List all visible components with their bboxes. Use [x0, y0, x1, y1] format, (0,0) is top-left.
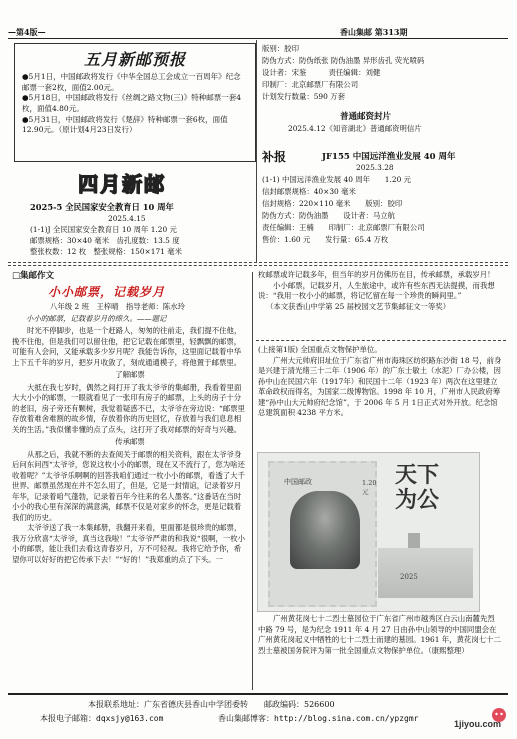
column-divider-2 — [252, 272, 253, 690]
section-title: □集邮作文 — [12, 271, 55, 281]
heritage-divider — [256, 340, 506, 341]
article-paragraph: 大抵在我七岁时，偶然之间打开了我太爷爷的集邮册，我看着里面大大小小的邮票，一眼就看见了一张印有房子的邮票，上头的房子十分的老旧，房子旁还有颗树，我觉着疑惑不已，太爷爷在旁边说：“邮票里存放着难舍难割的故乡情，存放着你的历史回忆，存放着与我们息息相关的生活。”我似懂非懂的点了点头，这打开了我对邮票的好奇与兴趣。 — [12, 382, 245, 434]
april-date: 2025.4.15 — [108, 214, 146, 223]
may-item: ●5月1日，中国邮政将发行《中华全国总工会成立一百周年》纪念邮票一套2枚，面值2.00元。 — [22, 72, 241, 92]
footer-email: 本报电子邮箱：dqxsjy@163.com — [40, 714, 164, 723]
april-title: 四月新邮 — [78, 172, 166, 196]
section-divider — [8, 265, 508, 266]
supplement-line: 信封邮票规格：40×30 毫米 — [262, 187, 356, 196]
supplement-line: 信封规格：220×110 毫米 版别：胶印 — [262, 199, 403, 208]
site-logo — [452, 703, 512, 733]
article-byline: 八年级 2 班 王梓晴 指导老师：陈水玲 — [50, 302, 186, 311]
stamp-image — [257, 452, 480, 612]
supplement-date: 2025.3.28 — [356, 163, 394, 172]
section-divider — [8, 262, 508, 263]
spec-line: 设计者：宋鉴 责任编辑：刘健 — [262, 68, 381, 77]
heritage-paragraph: 广州大元帅府旧址位于广东省广州市海珠区纺织路东沙街 18 号，前身是兴建于清光绪三十二年（1906 年）的广东士敏土（水泥）厂办公楼，因孙中山在民国六年（1917年）和民国十二年（1923 年）两次在这里建立革命政权而得名，为国家二级博物馆。1998 年 10 月，广州市人民政府筹建“孙中山大元帅府纪念馆”，于 2006 年 5 月 1日正式对外开放。纪念馆总建筑面积 4238 平方米。 — [258, 355, 502, 418]
article-paragraph: 小小邮票，记载岁月，人生旅途中，或许有些东西无法提摸，而我想说：“我用一枚小小的邮票，将记忆留在每一个珍贵的瞬间里。” — [258, 280, 495, 301]
may-title: 五月新邮预报 — [83, 50, 186, 69]
may-item: ●5月31日，中国邮政将发行《楚辞》特种邮票一套6枚，面值12.90元。（原计划4月23日发行） — [22, 114, 228, 135]
footer-address: 本报联系地址：广东省德庆县香山中学团委转 邮政编码：526600 — [88, 700, 335, 709]
page-label: —第4版— — [8, 27, 46, 37]
article-subhead: 传承邮票 — [115, 437, 145, 447]
footer-rule — [8, 693, 508, 695]
supplement-tag: 补报 — [262, 150, 287, 164]
calligraphy: 天下为公 — [395, 462, 440, 514]
article-paragraph: 时光不停脚步，也是一个赶路人，匆匆的往前走，我们提不住他，挽不住他，但是我们可以留住他，把它记载在邮票里，轻飘飘的邮票，可能有人会问，又能承载多少岁月呢？我能告诉你，这里面记载着中华上下五千年的岁月，把岁月收敛了，刻成通通模子，将他置于邮票里。 — [12, 326, 242, 367]
building-shape — [378, 548, 473, 598]
spec-line: 版别：胶印 — [262, 44, 299, 53]
header-rule — [8, 38, 508, 39]
article-title: 小小邮票，记载岁月 — [48, 285, 166, 299]
stamp-value: 1.20元 — [362, 479, 377, 496]
postcard-line: 2025.4.12《知音湖北》普通邮资明信片 — [288, 124, 422, 133]
postcard-title: 普通邮资封片 — [340, 112, 392, 122]
article-paragraph: 枚邮票或许记载多年，但当年的岁月仿佛历在目，传承邮票，承载岁月！ — [258, 270, 495, 279]
supplement-title: JF155 中国远洋渔业发展 40 周年 — [322, 152, 456, 162]
supplement-line: 防伪方式：防伪油墨 设计者：马立航 — [262, 211, 396, 220]
stamp-frame — [268, 461, 377, 607]
stamp-country: 中国邮政 — [284, 478, 312, 486]
heritage-block — [258, 345, 502, 419]
logo-text: 1jiyou.com — [454, 719, 502, 729]
footer-blog: 香山集邮博客：http://blog.sina.com.cn/ypzgmr — [218, 714, 419, 723]
article-epigraph: 小小的邮票，记载着岁月的绵久。——题记 — [26, 314, 167, 323]
may-item: ●5月18日，中国邮政将发行《丝绸之路文物(三)》特种邮票一套4枚，面值4.80元。 — [22, 93, 241, 113]
supplement-line: (1-1) 中国远洋渔业发展 40 周年 1.20 元 — [262, 175, 412, 184]
april-line: 整张枚数：12 枚 整张规格：150×171 毫米 — [30, 247, 182, 256]
article-note: （本文获香山中学第 25 届校园文艺节集邮征文一等奖） — [266, 301, 451, 311]
article-paragraph: 太爷爷送了我一本集邮册，我翻开来看，里面都是很珍贵的邮票，我万分欣喜“太爷爷，真当这我啦！”太爷爷严肃的和我说“很啊，一枚小小的邮票，能让我们去看这青春岁月，万不可轻视。我将它给予你，希望你可以好好的把它传承下去！”“好的！”我郑重的点了下头。一 — [12, 523, 246, 564]
article-paragraph: 从那之后，我就不断的去查阅关于邮票的相关资料，跟在太爷爷身后问东问西“太爷爷，您说这枚小小的邮票，现在又不流行了，您为啥还收着呢？”太爷爷乐啊啊的回答我咱们通过一枚小小的邮票，看透了大千世界。邮票虽然现在并不怎么用了，但是，它是一封情谊，记录着岁月年华，记录着咱气蓬勃，记录着百年今往来的名人墨客。”这番话在当时小小的我心里有深深的满意满，邮票不仅是对家乡的怀念，更是记载着我们的历史。 — [12, 449, 245, 522]
column-divider — [256, 40, 257, 262]
heritage-title: (上接第1版) 全国重点文物保护单位。 — [258, 345, 382, 354]
article-body-right — [258, 270, 502, 312]
article-body-left — [12, 326, 248, 565]
spec-line: 印制厂：北京邮票厂有限公司 — [262, 80, 359, 89]
heritage-caption: 广州黄花岗七十二烈士墓园位于广东省广州市越秀区白云山南麓先烈中路 79 号，是为纪念 1911 年 4 月 27 日由孙中山领导的中国同盟会在广州黄花岗起义中牺牲的七十二烈士而建的墓园。1961 年，黄花岗七十二烈士墓被国务院评为第一批全国重点文物保护单位。（康熙整理） — [258, 614, 501, 655]
spec-line: 防伪方式：防伪纸张 防伪油墨 异形齿孔 荧光喷码 — [262, 56, 425, 65]
spec-line: 计划发行数量：590 万套 — [262, 92, 345, 101]
portrait-image — [290, 491, 360, 569]
issue-label: 香山集邮 第313期 — [340, 27, 408, 37]
stamp-year: 2025 — [400, 573, 418, 581]
april-line: 邮票规格：30×40 毫米 齿孔度数：13.5 度 — [30, 236, 180, 245]
may-list — [22, 72, 248, 136]
april-stamp-title: 2025-5 全民国家安全教育日 10 周年 — [30, 202, 174, 212]
article-subhead: 了解邮票 — [115, 370, 145, 380]
supplement-line: 责任编辑：王楠 印制厂：北京邮票厂有限公司 — [262, 223, 425, 232]
caption-block — [258, 614, 502, 656]
april-line: (1-1)J 全民国家安全教育日 10 周年 1.20 元 — [30, 225, 177, 234]
supplement-line: 售价：1.60 元 发行量：65.4 万枚 — [262, 235, 389, 244]
